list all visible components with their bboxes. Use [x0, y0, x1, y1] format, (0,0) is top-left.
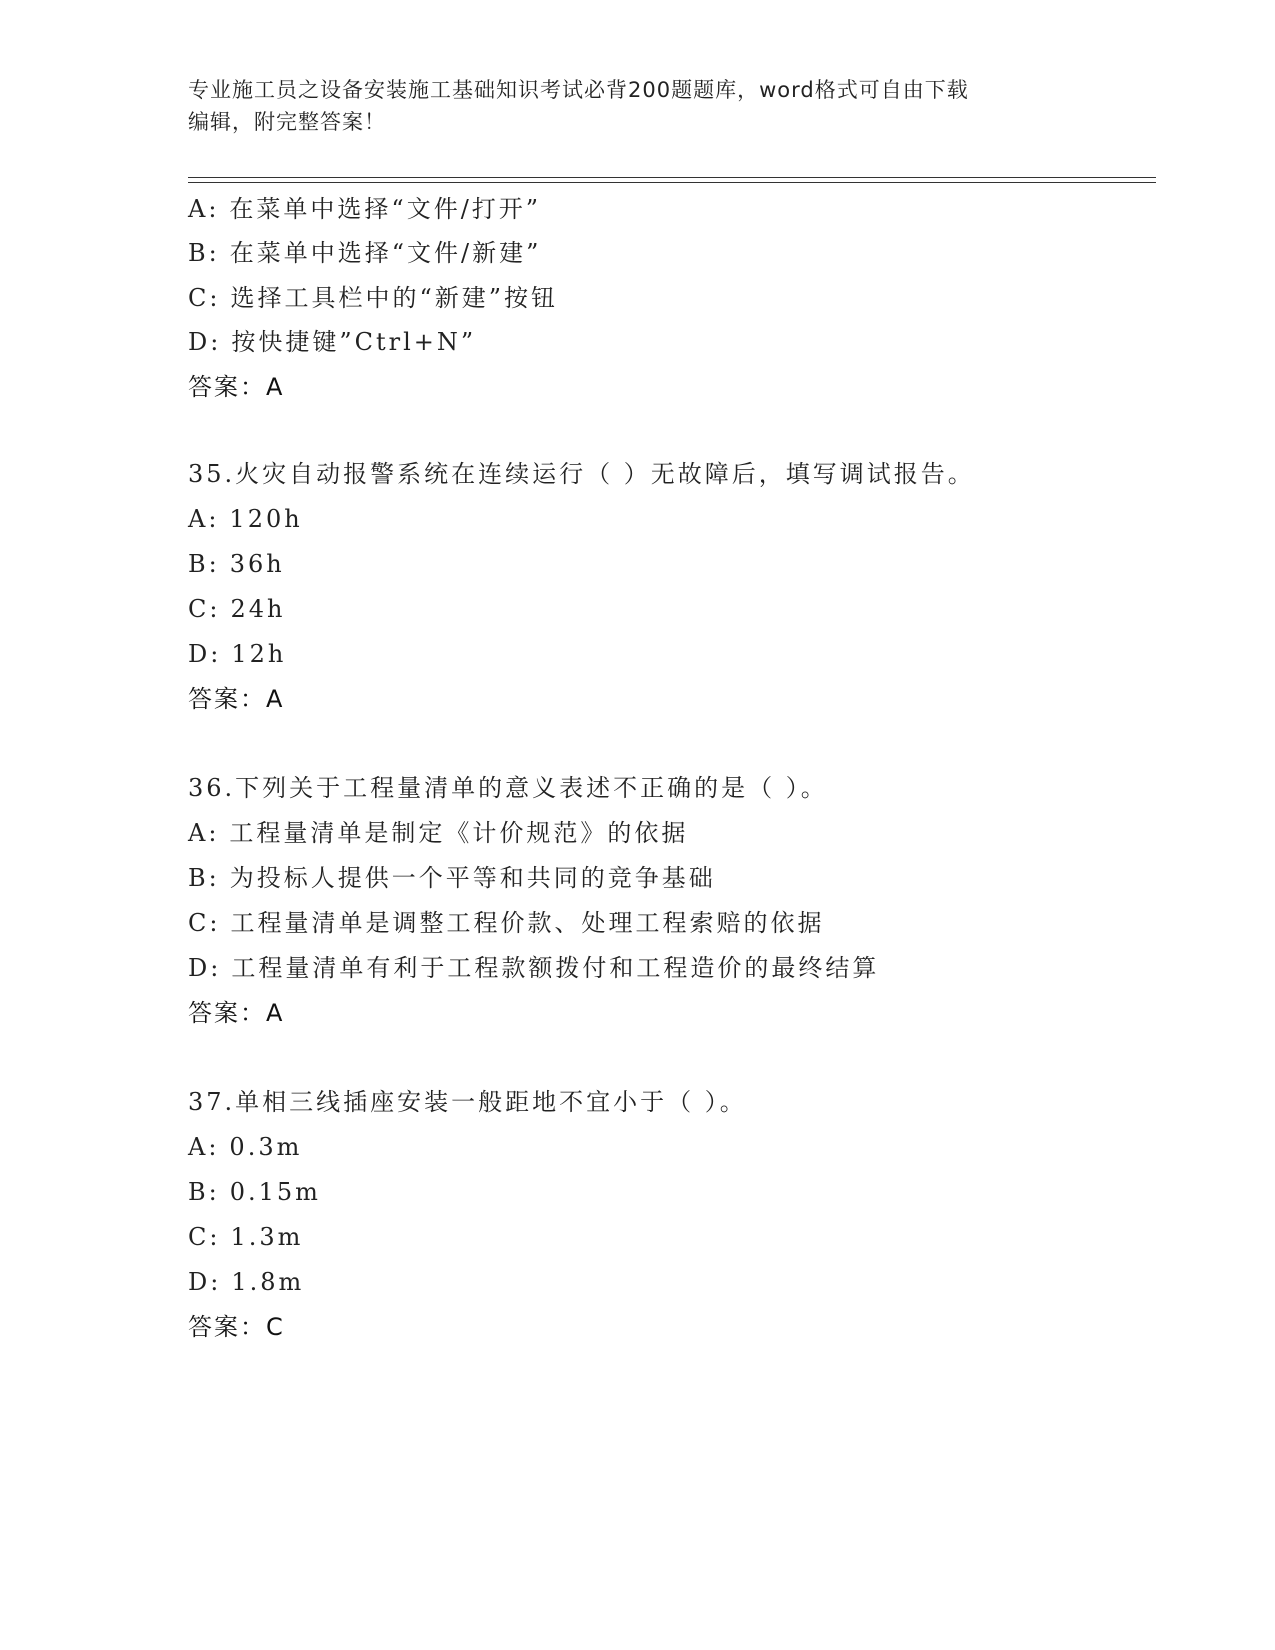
option-b [188, 863, 716, 893]
option-text: 在菜单中选择“文件/打开” [229, 195, 542, 223]
header-title-line-1: 专业施工员之设备安装施工基础知识考试必背200题题库，word格式可自由下载 [188, 78, 969, 102]
option-letter: B: [188, 864, 220, 892]
option-letter: A: [188, 505, 220, 533]
header-divider-bottom [188, 182, 1156, 183]
option-letter: D: [188, 640, 222, 668]
question-stem: 36.下列关于工程量清单的意义表述不正确的是（ ）。 [188, 774, 828, 802]
option-letter: B: [188, 1178, 220, 1206]
option-text: 为投标人提供一个平等和共同的竞争基础 [229, 864, 716, 892]
option-d [188, 953, 879, 983]
option-b [188, 238, 541, 268]
option-b [188, 549, 285, 579]
option-letter: D: [188, 954, 222, 982]
option-text: 1.8m [231, 1268, 305, 1296]
option-text: 1.3m [230, 1223, 304, 1251]
option-a [188, 818, 688, 848]
document-header [188, 74, 1088, 138]
option-a [188, 1132, 302, 1162]
option-text: 工程量清单是调整工程价款、处理工程索赔的依据 [230, 909, 825, 937]
option-letter: A: [188, 1133, 220, 1161]
option-letter: C: [188, 595, 221, 623]
answer-line: 答案：A [188, 999, 285, 1027]
option-text: 0.15m [229, 1178, 321, 1206]
option-letter: C: [188, 284, 221, 312]
option-a [188, 194, 541, 224]
option-letter: D: [188, 1268, 222, 1296]
option-c [188, 908, 824, 938]
option-letter: D: [188, 328, 222, 356]
option-letter: A: [188, 195, 220, 223]
option-letter: A: [188, 819, 220, 847]
option-c [188, 283, 558, 313]
option-letter: B: [188, 550, 220, 578]
option-text: 24h [230, 595, 286, 623]
option-c [188, 594, 285, 624]
option-letter: C: [188, 909, 221, 937]
option-d [188, 639, 286, 669]
header-title-line-2: 编辑，附完整答案！ [188, 110, 386, 134]
option-d [188, 327, 476, 357]
option-d [188, 1267, 304, 1297]
header-divider-top [188, 177, 1156, 178]
option-text: 12h [231, 640, 287, 668]
answer-line: 答案：C [188, 1313, 285, 1341]
answer-line: 答案：A [188, 685, 285, 713]
option-text: 120h [229, 505, 303, 533]
question-stem: 35.火灾自动报警系统在连续运行（ ）无故障后，填写调试报告。 [188, 460, 975, 488]
option-a [188, 504, 303, 534]
option-b [188, 1177, 321, 1207]
option-text: 36h [229, 550, 285, 578]
option-text: 工程量清单是制定《计价规范》的依据 [229, 819, 689, 847]
answer-line: 答案：A [188, 373, 285, 401]
option-c [188, 1222, 303, 1252]
option-text: 工程量清单有利于工程款额拨付和工程造价的最终结算 [231, 954, 880, 982]
option-text: 选择工具栏中的“新建”按钮 [230, 284, 558, 312]
question-stem: 37.单相三线插座安装一般距地不宜小于（ ）。 [188, 1088, 747, 1116]
option-letter: B: [188, 239, 220, 267]
option-text: 在菜单中选择“文件/新建” [229, 239, 542, 267]
option-letter: C: [188, 1223, 221, 1251]
option-text: 按快捷键”Ctrl+N” [231, 328, 477, 356]
option-text: 0.3m [229, 1133, 303, 1161]
